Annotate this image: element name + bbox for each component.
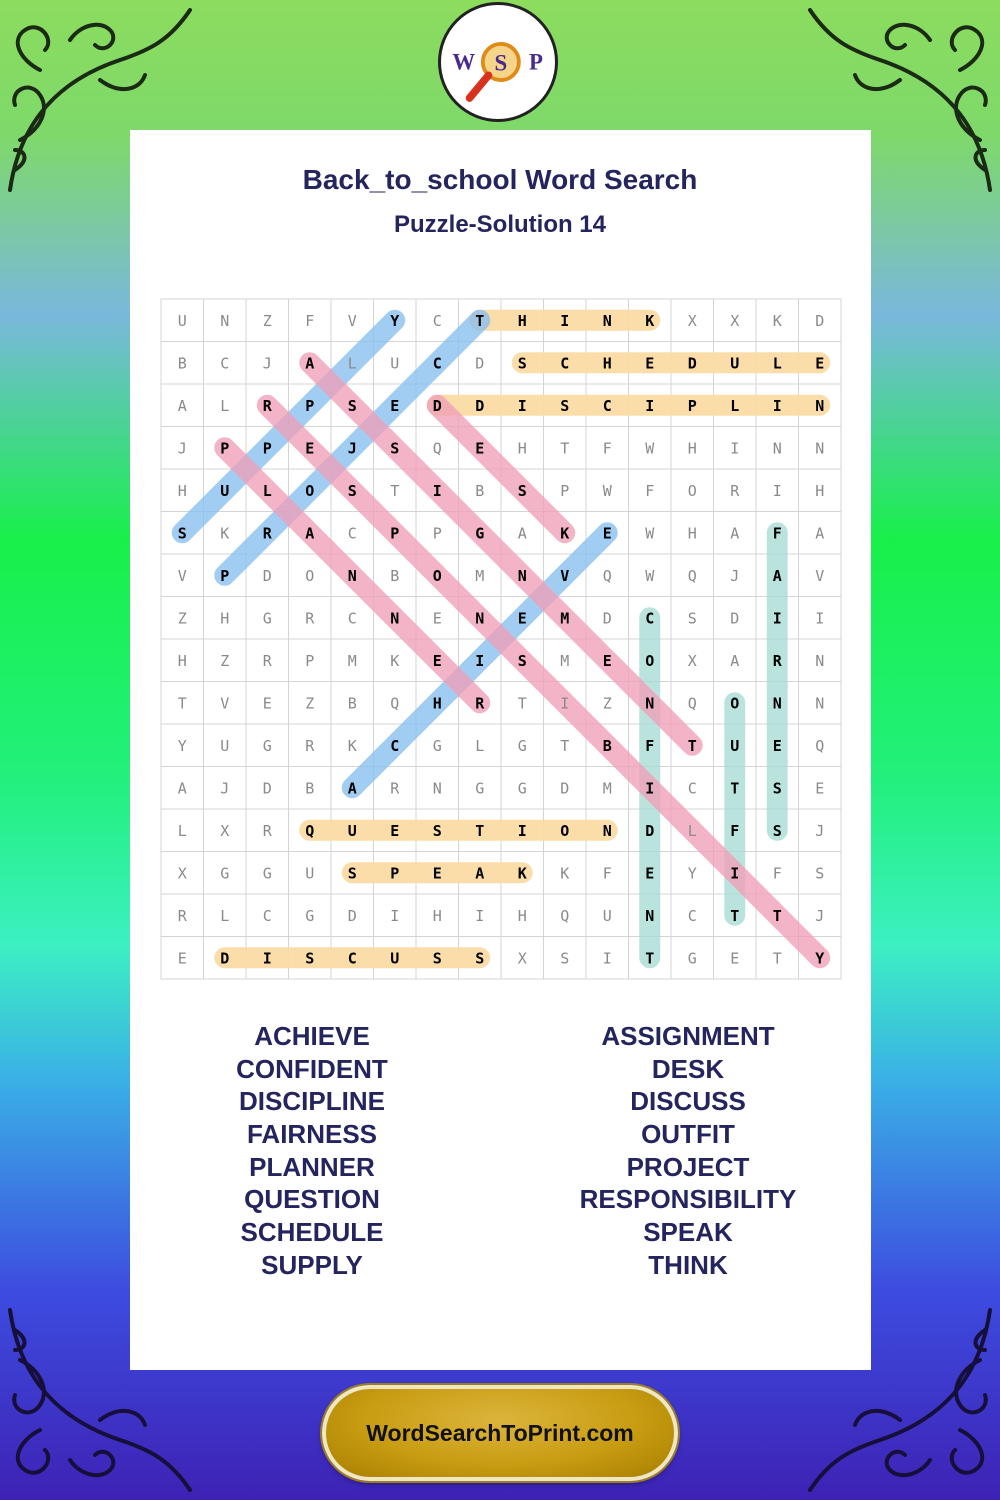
grid-letter: C bbox=[645, 609, 655, 628]
grid-letter: J bbox=[177, 439, 187, 458]
grid-letter: B bbox=[347, 694, 357, 713]
grid-letter: U bbox=[390, 354, 400, 373]
grid-letter: A bbox=[772, 566, 782, 585]
grid-letter: I bbox=[390, 906, 400, 925]
word-list-item: ACHIEVE bbox=[254, 1021, 370, 1051]
grid-letter: S bbox=[475, 949, 485, 968]
grid-letter: N bbox=[475, 609, 485, 628]
grid-letter: C bbox=[262, 906, 272, 925]
grid-letter: E bbox=[177, 949, 187, 968]
grid-letter: K bbox=[645, 311, 655, 330]
grid-letter: H bbox=[602, 354, 612, 373]
grid-letter: V bbox=[347, 311, 357, 330]
word-list-item: SCHEDULE bbox=[240, 1217, 384, 1248]
grid-letter: U bbox=[730, 736, 740, 755]
grid-letter: D bbox=[262, 779, 272, 798]
grid-letter: B bbox=[602, 736, 612, 755]
grid-letter: X bbox=[220, 821, 230, 840]
grid-letter: E bbox=[772, 736, 782, 755]
grid-letter: Y bbox=[815, 949, 825, 968]
grid-letter: E bbox=[262, 694, 272, 713]
grid-letter: C bbox=[687, 779, 697, 798]
grid-letter: T bbox=[645, 949, 655, 968]
grid-letter: I bbox=[772, 396, 782, 415]
grid-letter: N bbox=[432, 779, 442, 798]
word-list-item: SUPPLY bbox=[261, 1249, 363, 1280]
grid-letter: U bbox=[347, 821, 357, 840]
grid-letter: A bbox=[815, 524, 825, 543]
grid-letter: N bbox=[772, 439, 782, 458]
grid-letter: I bbox=[772, 609, 782, 628]
grid-letter: N bbox=[347, 566, 357, 585]
grid-letter: N bbox=[220, 311, 230, 330]
grid-letter: E bbox=[305, 439, 315, 458]
grid-letter: H bbox=[687, 439, 697, 458]
grid-letter: N bbox=[815, 396, 825, 415]
grid-letter: S bbox=[687, 609, 697, 628]
grid-letter: H bbox=[432, 694, 442, 713]
grid-letter: I bbox=[475, 651, 485, 670]
grid-letter: Q bbox=[602, 566, 612, 585]
grid-letter: K bbox=[560, 864, 570, 883]
grid-letter: R bbox=[305, 609, 315, 628]
grid-letter: I bbox=[475, 906, 485, 925]
grid-letter: S bbox=[305, 949, 315, 968]
grid-letter: L bbox=[220, 906, 230, 925]
grid-letter: A bbox=[517, 524, 527, 543]
grid-letter: B bbox=[177, 354, 187, 373]
grid-letter: N bbox=[815, 651, 825, 670]
grid-letter: F bbox=[645, 736, 655, 755]
grid-letter: O bbox=[305, 481, 315, 500]
grid-letter: T bbox=[177, 694, 187, 713]
grid-letter: O bbox=[687, 481, 697, 500]
grid-letter: F bbox=[772, 524, 782, 543]
grid-letter: R bbox=[262, 396, 272, 415]
grid-letter: C bbox=[347, 949, 357, 968]
grid-letter: N bbox=[602, 311, 612, 330]
grid-letter: C bbox=[432, 311, 442, 330]
grid-letter: T bbox=[772, 949, 782, 968]
grid-letter: E bbox=[815, 779, 825, 798]
grid-letter: U bbox=[305, 864, 315, 883]
word-list-item: FAIRNESS bbox=[246, 1119, 378, 1150]
grid-letter: C bbox=[560, 354, 570, 373]
grid-letter: V bbox=[220, 694, 230, 713]
grid-letter: R bbox=[262, 524, 272, 543]
grid-letter: S bbox=[815, 864, 825, 883]
word-list-right bbox=[488, 1020, 888, 1282]
grid-letter: J bbox=[347, 439, 357, 458]
grid-letter: S bbox=[560, 949, 570, 968]
grid-letter: D bbox=[347, 906, 357, 925]
grid-letter: O bbox=[432, 566, 442, 585]
grid-letter: J bbox=[730, 566, 740, 585]
grid-letter: P bbox=[305, 396, 315, 415]
grid-letter: T bbox=[687, 736, 697, 755]
word-list-left bbox=[112, 1020, 512, 1282]
grid-letter: K bbox=[772, 311, 782, 330]
grid-letter: S bbox=[772, 779, 782, 798]
grid-letter: A bbox=[475, 864, 485, 883]
grid-letter: E bbox=[432, 609, 442, 628]
grid-letter: R bbox=[177, 906, 187, 925]
grid-letter: K bbox=[390, 651, 400, 670]
grid-letter: C bbox=[220, 354, 230, 373]
grid-letter: P bbox=[560, 481, 570, 500]
grid-letter: K bbox=[517, 864, 527, 883]
grid-letter: M bbox=[475, 566, 485, 585]
grid-letter: G bbox=[517, 779, 527, 798]
grid-letter: C bbox=[687, 906, 697, 925]
grid-letter: V bbox=[560, 566, 570, 585]
grid-letter: D bbox=[730, 609, 740, 628]
grid-letter: N bbox=[390, 609, 400, 628]
grid-letter: I bbox=[730, 864, 740, 883]
grid-letter: Q bbox=[390, 694, 400, 713]
word-list-item: PROJECT bbox=[626, 1151, 750, 1182]
grid-letter: P bbox=[220, 566, 230, 585]
grid-letter: D bbox=[475, 354, 485, 373]
grid-letter: Q bbox=[560, 906, 570, 925]
grid-letter: F bbox=[645, 481, 655, 500]
grid-letter: G bbox=[432, 736, 442, 755]
word-list-item: DESK bbox=[651, 1053, 725, 1084]
grid-letter: H bbox=[517, 439, 527, 458]
grid-letter: R bbox=[730, 481, 740, 500]
word-list-item: RESPONSIBILITY bbox=[579, 1184, 797, 1215]
grid-letter: G bbox=[475, 779, 485, 798]
grid-letter: T bbox=[730, 779, 740, 798]
grid-letter: N bbox=[815, 439, 825, 458]
grid-letter: E bbox=[602, 524, 612, 543]
grid-letter: L bbox=[730, 396, 740, 415]
grid-letter: G bbox=[517, 736, 527, 755]
grid-letter: D bbox=[432, 396, 442, 415]
grid-letter: I bbox=[432, 481, 442, 500]
grid-letter: L bbox=[772, 354, 782, 373]
grid-letter: R bbox=[475, 694, 485, 713]
grid-letter: U bbox=[730, 354, 740, 373]
grid-letter: B bbox=[305, 779, 315, 798]
grid-letter: J bbox=[262, 354, 272, 373]
grid-letter: H bbox=[517, 906, 527, 925]
grid-letter: S bbox=[432, 949, 442, 968]
grid-letter: Q bbox=[687, 694, 697, 713]
grid-letter: Q bbox=[432, 439, 442, 458]
grid-letter: H bbox=[815, 481, 825, 500]
grid-letter: Q bbox=[687, 566, 697, 585]
grid-letter: X bbox=[177, 864, 187, 883]
grid-letter: Y bbox=[687, 864, 697, 883]
grid-letter: T bbox=[560, 439, 570, 458]
grid-letter: I bbox=[602, 949, 612, 968]
grid-letter: B bbox=[390, 566, 400, 585]
grid-letter: C bbox=[347, 524, 357, 543]
grid-letter: D bbox=[815, 311, 825, 330]
grid-letter: C bbox=[390, 736, 400, 755]
grid-letter: S bbox=[517, 354, 527, 373]
grid-letter: A bbox=[730, 651, 740, 670]
grid-letter: G bbox=[262, 609, 272, 628]
grid-letter: R bbox=[390, 779, 400, 798]
grid-letter: O bbox=[305, 566, 315, 585]
grid-letter: W bbox=[645, 524, 655, 543]
grid-letter: N bbox=[645, 694, 655, 713]
grid-letter: N bbox=[772, 694, 782, 713]
word-list-item: SPEAK bbox=[643, 1217, 733, 1248]
grid-letter: F bbox=[602, 439, 612, 458]
grid-letter: I bbox=[560, 311, 570, 330]
grid-letter: R bbox=[262, 821, 272, 840]
grid-letter: S bbox=[517, 651, 527, 670]
grid-letter: E bbox=[475, 439, 485, 458]
grid-letter: H bbox=[177, 481, 187, 500]
grid-letter: E bbox=[645, 354, 655, 373]
word-list-item: THINK bbox=[648, 1249, 728, 1280]
grid-letter: B bbox=[475, 481, 485, 500]
grid-letter: C bbox=[347, 609, 357, 628]
grid-letter: E bbox=[602, 651, 612, 670]
grid-letter: T bbox=[560, 736, 570, 755]
grid-letter: S bbox=[560, 396, 570, 415]
grid-letter: I bbox=[645, 779, 655, 798]
grid-letter: D bbox=[262, 566, 272, 585]
grid-letter: T bbox=[730, 906, 740, 925]
grid-letter: Z bbox=[262, 311, 272, 330]
grid-letter: L bbox=[347, 354, 357, 373]
grid-letter: I bbox=[645, 396, 655, 415]
word-list-item: OUTFIT bbox=[641, 1119, 735, 1150]
grid-letter: E bbox=[432, 864, 442, 883]
grid-letter: P bbox=[390, 864, 400, 883]
grid-letter: S bbox=[347, 864, 357, 883]
grid-letter: Q bbox=[305, 821, 315, 840]
grid-letter: V bbox=[177, 566, 187, 585]
grid-letter: N bbox=[602, 821, 612, 840]
grid-letter: Z bbox=[305, 694, 315, 713]
grid-letter: D bbox=[475, 396, 485, 415]
grid-letter: H bbox=[177, 651, 187, 670]
word-list-item: CONFIDENT bbox=[236, 1053, 388, 1084]
grid-letter: U bbox=[220, 736, 230, 755]
grid-letter: H bbox=[220, 609, 230, 628]
grid-letter: P bbox=[390, 524, 400, 543]
grid-letter: E bbox=[432, 651, 442, 670]
grid-letter: K bbox=[347, 736, 357, 755]
grid-letter: A bbox=[305, 354, 315, 373]
grid-letter: P bbox=[432, 524, 442, 543]
grid-letter: G bbox=[220, 864, 230, 883]
grid-letter: T bbox=[475, 311, 485, 330]
grid-letter: S bbox=[390, 439, 400, 458]
grid-letter: F bbox=[305, 311, 315, 330]
grid-letter: G bbox=[262, 864, 272, 883]
grid-letter: E bbox=[517, 609, 527, 628]
grid-letter: Z bbox=[220, 651, 230, 670]
grid-letter: A bbox=[177, 779, 187, 798]
grid-letter: O bbox=[730, 694, 740, 713]
grid-letter: S bbox=[347, 396, 357, 415]
grid-letter: S bbox=[432, 821, 442, 840]
logo-letter-p: P bbox=[529, 49, 543, 75]
grid-letter: M bbox=[347, 651, 357, 670]
grid-letter: L bbox=[475, 736, 485, 755]
grid-letter: A bbox=[305, 524, 315, 543]
grid-letter: W bbox=[602, 481, 612, 500]
word-list-item: PLANNER bbox=[249, 1151, 375, 1182]
grid-letter: D bbox=[602, 609, 612, 628]
grid-letter: R bbox=[305, 736, 315, 755]
grid-letter: J bbox=[815, 906, 825, 925]
grid-letter: H bbox=[517, 311, 527, 330]
grid-letter: I bbox=[772, 481, 782, 500]
grid-letter: A bbox=[730, 524, 740, 543]
grid-letter: P bbox=[262, 439, 272, 458]
logo-letter-w: W bbox=[452, 49, 476, 75]
grid-letter: H bbox=[432, 906, 442, 925]
grid-letter: U bbox=[390, 949, 400, 968]
logo-letter-s: S bbox=[494, 50, 508, 76]
grid-letter: D bbox=[645, 821, 655, 840]
grid-letter: L bbox=[687, 821, 697, 840]
grid-letter: X bbox=[730, 311, 740, 330]
grid-letter: F bbox=[602, 864, 612, 883]
grid-letter: S bbox=[772, 821, 782, 840]
word-list-item: DISCIPLINE bbox=[239, 1086, 385, 1117]
grid-letter: D bbox=[220, 949, 230, 968]
site-link-button[interactable]: WordSearchToPrint.com bbox=[322, 1385, 678, 1481]
grid-letter: F bbox=[730, 821, 740, 840]
grid-letter: I bbox=[815, 609, 825, 628]
grid-letter: M bbox=[560, 651, 570, 670]
grid-letter: M bbox=[560, 609, 570, 628]
grid-letter: T bbox=[772, 906, 782, 925]
grid-letter: S bbox=[347, 481, 357, 500]
grid-letter: X bbox=[517, 949, 527, 968]
page-subtitle: Puzzle-Solution 14 bbox=[393, 211, 606, 238]
grid-letter: I bbox=[517, 821, 527, 840]
grid-letter: N bbox=[517, 566, 527, 585]
page-title: Back_to_school Word Search bbox=[302, 164, 698, 195]
grid-letter: I bbox=[730, 439, 740, 458]
grid-letter: H bbox=[687, 524, 697, 543]
grid-letter: E bbox=[390, 396, 400, 415]
grid-letter: D bbox=[687, 354, 697, 373]
grid-letter: Y bbox=[390, 311, 400, 330]
grid-letter: V bbox=[815, 566, 825, 585]
word-list-item: QUESTION bbox=[244, 1184, 380, 1215]
grid-letter: Y bbox=[177, 736, 187, 755]
grid-letter: L bbox=[262, 481, 272, 500]
grid-letter: U bbox=[220, 481, 230, 500]
grid-letter: X bbox=[687, 311, 697, 330]
grid-letter: I bbox=[517, 396, 527, 415]
grid-letter: E bbox=[815, 354, 825, 373]
grid-letter: C bbox=[432, 354, 442, 373]
grid-letter: C bbox=[602, 396, 612, 415]
grid-letter: R bbox=[772, 651, 782, 670]
grid-letter: G bbox=[305, 906, 315, 925]
grid-letter: T bbox=[390, 481, 400, 500]
grid-letter: L bbox=[220, 396, 230, 415]
word-list-item: ASSIGNMENT bbox=[601, 1021, 775, 1051]
grid-letter: T bbox=[517, 694, 527, 713]
grid-letter: L bbox=[177, 821, 187, 840]
grid-letter: E bbox=[645, 864, 655, 883]
grid-letter: S bbox=[177, 524, 187, 543]
grid-letter: A bbox=[347, 779, 357, 798]
grid-letter: Q bbox=[815, 736, 825, 755]
grid-letter: J bbox=[220, 779, 230, 798]
grid-letter: Z bbox=[177, 609, 187, 628]
grid-letter: N bbox=[645, 906, 655, 925]
grid-letter: R bbox=[262, 651, 272, 670]
grid-letter: W bbox=[645, 566, 655, 585]
grid-letter: O bbox=[645, 651, 655, 670]
word-list-item: DISCUSS bbox=[630, 1086, 746, 1117]
grid-letter: N bbox=[815, 694, 825, 713]
grid-letter: D bbox=[560, 779, 570, 798]
grid-letter: E bbox=[730, 949, 740, 968]
grid-letter: J bbox=[815, 821, 825, 840]
grid-letter: P bbox=[220, 439, 230, 458]
grid-letter: I bbox=[560, 694, 570, 713]
grid-letter: E bbox=[390, 821, 400, 840]
grid-letter: I bbox=[262, 949, 272, 968]
grid-letter: O bbox=[560, 821, 570, 840]
grid-letter: S bbox=[517, 481, 527, 500]
grid-letter: U bbox=[177, 311, 187, 330]
grid-letter: G bbox=[475, 524, 485, 543]
grid-letter: G bbox=[687, 949, 697, 968]
grid-letter: M bbox=[602, 779, 612, 798]
grid-letter: T bbox=[475, 821, 485, 840]
grid-letter: Z bbox=[602, 694, 612, 713]
grid-letter: W bbox=[645, 439, 655, 458]
grid-letter: G bbox=[262, 736, 272, 755]
grid-letter: K bbox=[560, 524, 570, 543]
grid-letter: U bbox=[602, 906, 612, 925]
grid-letter: A bbox=[177, 396, 187, 415]
grid-letter: P bbox=[305, 651, 315, 670]
grid-letter: K bbox=[220, 524, 230, 543]
grid-letter: X bbox=[687, 651, 697, 670]
grid-letter: F bbox=[772, 864, 782, 883]
grid-letter: P bbox=[687, 396, 697, 415]
